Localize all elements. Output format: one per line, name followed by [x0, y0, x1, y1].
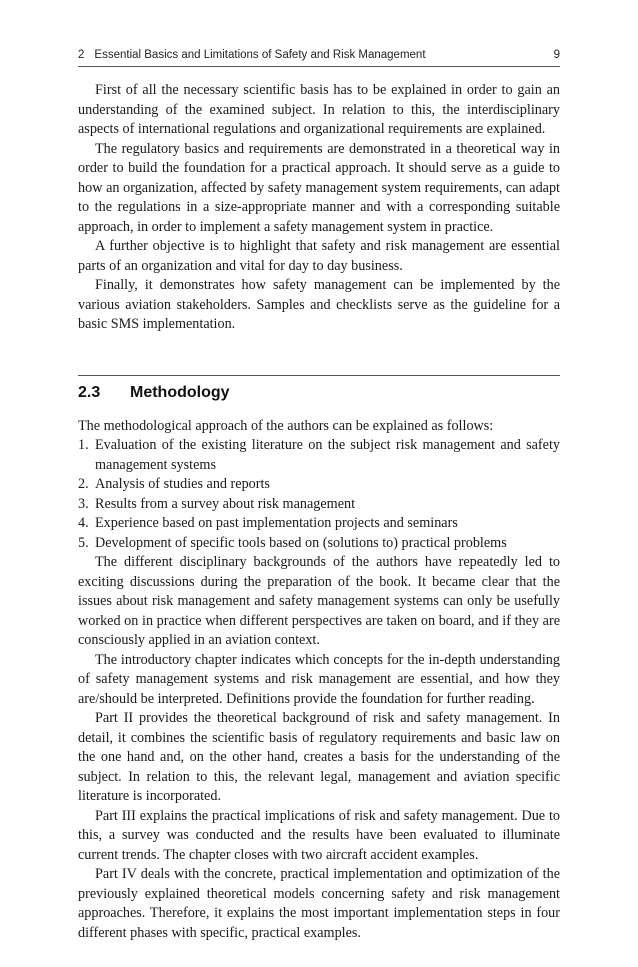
book-page — [78, 49, 560, 943]
list-marker: 4. — [78, 515, 89, 531]
list-item-text: Evaluation of the existing literature on the subject risk management and safety management systems — [95, 437, 560, 473]
section-body — [78, 417, 560, 944]
section-divider — [78, 375, 560, 376]
intro-text — [78, 81, 560, 335]
chapter-number: 2 — [78, 49, 85, 61]
list-item — [78, 436, 560, 475]
list-item-text: Analysis of studies and reports — [95, 476, 270, 492]
list-item-text: Experience based on past implementation projects and seminars — [95, 515, 458, 531]
paragraph: Part III explains the practical implications of risk and safety management. Due to this, a survey was conducted and the results have been evaluated to illuminate current trends. The chapter closes with two aircraft accident examples. — [78, 807, 560, 863]
paragraph: Part IV deals with the concrete, practical implementation and optimization of the previously explained theoretical models concerning safety and risk management approaches. Therefore, it explains the most important implementation steps in four different phases with specific, practical examples. — [78, 866, 560, 941]
list-marker: 5. — [78, 534, 89, 551]
list-item-text: Results from a survey about risk management — [95, 495, 356, 512]
list-marker: 3. — [78, 495, 89, 512]
running-head — [78, 49, 560, 67]
list-item — [78, 514, 560, 534]
page-number: 9 — [553, 49, 560, 61]
section-heading — [78, 384, 560, 402]
list-item — [78, 495, 560, 515]
paragraph: Part II provides the theoretical background of risk and safety management. In detail, it combines the scientific basis of regulatory requirements and basic law on the one hand and, on the other hand, creates a basis for the understanding of the subject. In relation to this, the relevant legal, management and aviation specific literature is incorporated. — [78, 710, 560, 804]
paragraph: The different disciplinary backgrounds of the authors have repeatedly led to exciting discussions during the preparation of the book. It became clear that the issues about risk management and safety management systems can only be usefully worked on in practice when different perspectives are taken on board, and if they are consciously applied in an aviation context. — [78, 554, 560, 648]
list-lead-in: The methodological approach of the authors can be explained as follows: — [78, 417, 494, 434]
running-head-left — [78, 49, 426, 61]
paragraph: The regulatory basics and requirements are demonstrated in a theoretical way in order to build the foundation for a practical approach. It should serve as a guide to how an organization, affected by safety management system requirements, can adapt to the regulations in a size-appropriate manner and with a corresponding suitable approach, in order to implement a safety management system in practice. — [78, 140, 560, 235]
list-item — [78, 475, 560, 495]
paragraph: First of all the necessary scientific basis has to be explained in order to gain an understanding of the examined subject. In relation to this, the interdisciplinary aspects of international regulations and organizational requirements are explained. — [78, 82, 560, 137]
chapter-title: Essential Basics and Limitations of Safety and Risk Management — [94, 49, 426, 61]
list-marker: 2. — [78, 476, 89, 492]
paragraph: A further objective is to highlight that safety and risk management are essential parts of an organization and vital for day to day business. — [78, 238, 560, 274]
list-item — [78, 534, 560, 554]
list-marker: 1. — [78, 437, 89, 453]
paragraph: The introductory chapter indicates which concepts for the in-depth understanding of safety management systems and risk management are essential, and how they are/should be interpreted. Definitions provide the foundation for further reading. — [78, 651, 560, 707]
paragraph: Finally, it demonstrates how safety management can be implemented by the various aviation stakeholders. Samples and checklists serve as the guideline for a basic SMS implementation. — [78, 277, 560, 332]
methodology-list — [78, 436, 560, 553]
list-item-text: Development of specific tools based on (solutions to) practical problems — [95, 534, 507, 551]
section-number: 2.3 — [78, 383, 101, 401]
section-title: Methodology — [130, 383, 230, 401]
